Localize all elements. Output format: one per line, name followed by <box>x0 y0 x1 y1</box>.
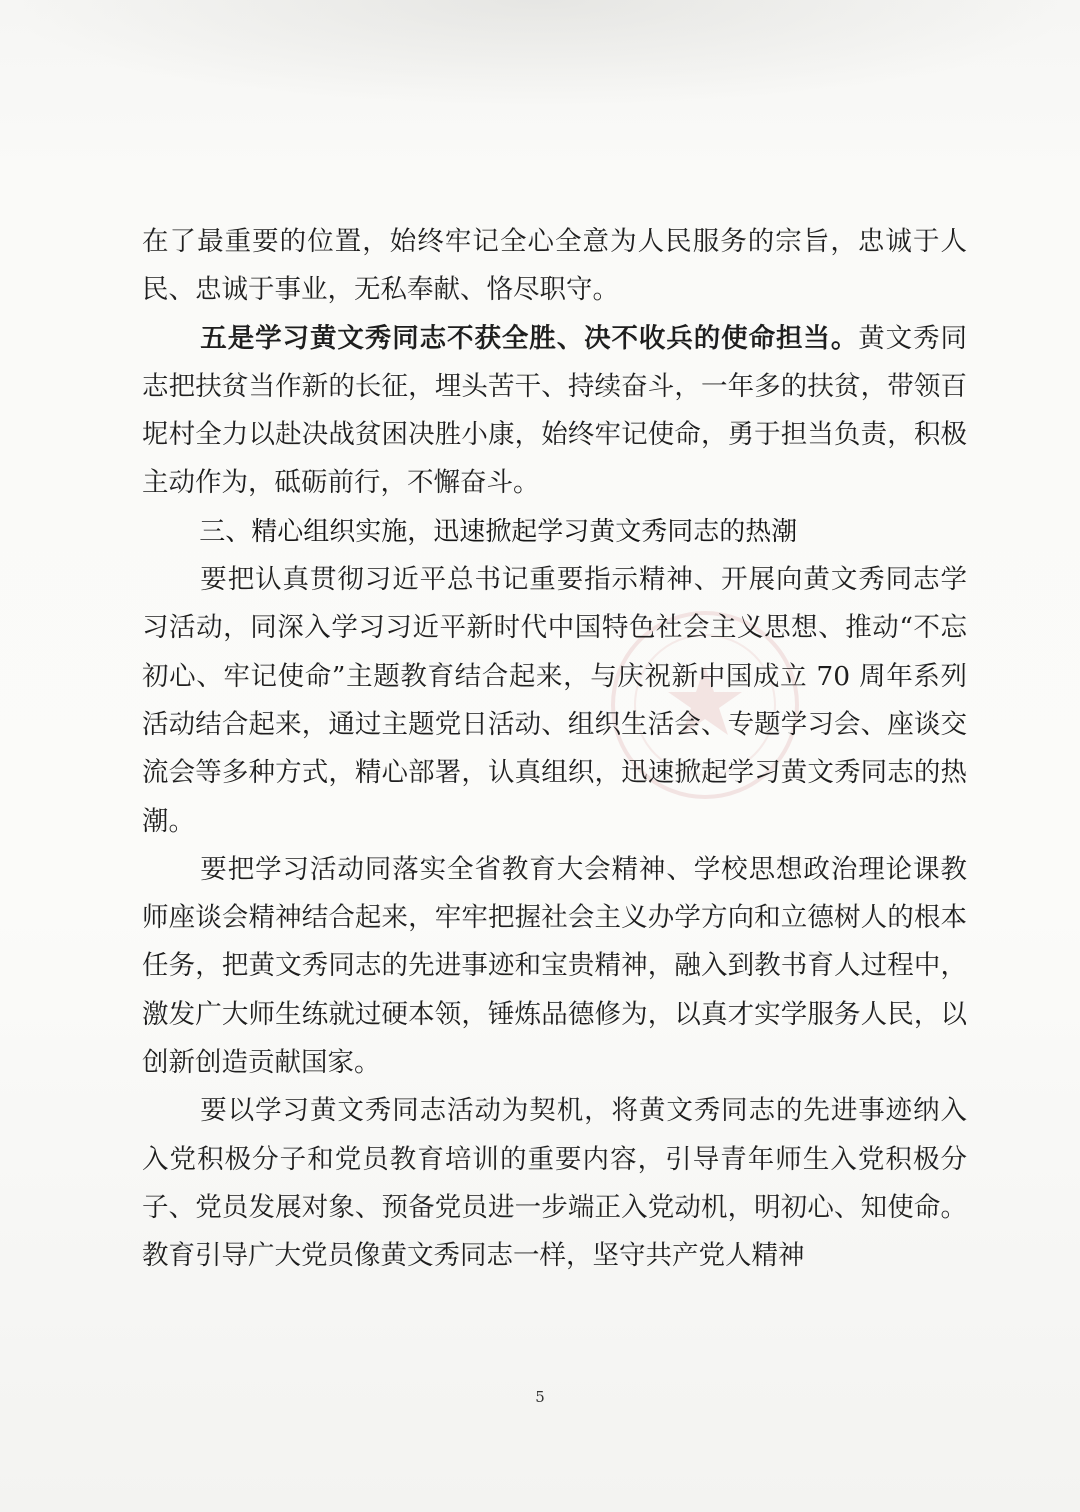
section-heading: 三、精心组织实施，迅速掀起学习黄文秀同志的热潮 <box>199 516 798 547</box>
paragraph-body: 黄文秀同志把扶贫当作新的长征，埋头苦干、持续奋斗，一年多的扶贫，带领百坭村全力以赴决战贫困决胜小康，始终牢记使命，勇于担当负责，积极主动作为，砥砺前行，不懈奋斗。 <box>142 322 968 499</box>
page-number: 5 <box>535 1388 545 1406</box>
paragraph-education: 要把学习活动同落实全省教育大会精神、学校思想政治理论课教师座谈会精神结合起来，牢牢把握社会主义办学方向和立德树人的根本任务，把黄文秀同志的先进事迹和宝贵精神，融入到教书育人过程中，激发广大师生练就过硬本领，锤炼品德修为，以真才实学服务人民，以创新创造贡献国家。 <box>142 853 967 1079</box>
paragraph-point-five <box>142 315 967 508</box>
paragraph-party-training: 要以学习黄文秀同志活动为契机，将黄文秀同志的先进事迹纳入入党积极分子和党员教育培训的重要内容，引导青年师生入党积极分子、党员发展对象、预备党员进一步端正入党动机，明初心、知使命。教育引导广大党员像黄文秀同志一样，坚守共产党人精神 <box>142 1095 967 1272</box>
body-text <box>142 218 967 1281</box>
paragraph-lead-sentence: 五是学习黄文秀同志不获全胜、决不收兵的使命担当。 <box>200 322 859 354</box>
scan-shadow <box>0 0 1080 110</box>
paragraph-continuation: 在了最重要的位置，始终牢记全心全意为人民服务的宗旨，忠诚于人民、忠诚于事业，无私奉献、恪尽职守。 <box>142 226 967 306</box>
paragraph-organize: 要把认真贯彻习近平总书记重要指示精神、开展向黄文秀同志学习活动，同深入学习习近平新时代中国特色社会主义思想、推动“不忘初心、牢记使命”主题教育结合起来，与庆祝新中国成立 70 周年系列活动结合起来，通过主题党日活动、组织生活会、专题学习会、座谈交流会等多种方式，精心部署，认真组织，迅速掀起学习黄文秀同志的热潮。 <box>142 564 967 837</box>
